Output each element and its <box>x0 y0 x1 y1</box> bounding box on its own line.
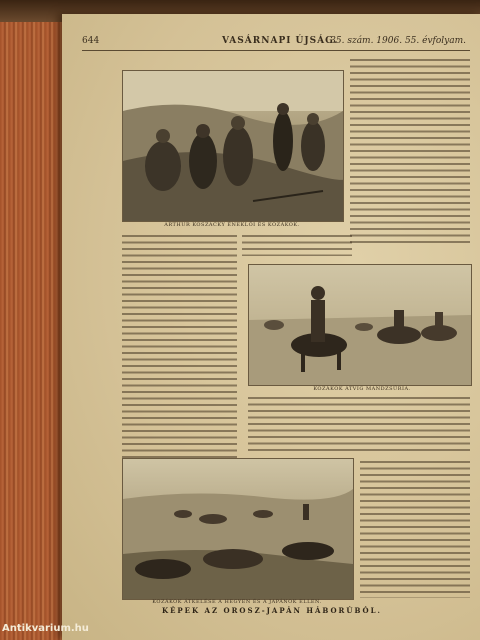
illustration-top-left-drawing <box>123 71 343 221</box>
book-spine-edge <box>0 0 70 640</box>
magazine-page <box>62 14 480 640</box>
illustration-top-left <box>122 70 344 222</box>
text-column-left-middle <box>122 232 237 480</box>
caption-top-left: ARTHUR KOSZACKY ÉNEKLŐI ÉS KOZÁKOK. <box>164 222 300 228</box>
illustration-middle-right <box>248 264 472 386</box>
watermark-logo: Antikvarium.hu <box>2 623 89 634</box>
page-caption: KÉPEK AZ OROSZ-JAPÁN HÁBORÚBÓL. <box>162 606 382 615</box>
text-column-right-middle <box>248 394 470 452</box>
header-rule <box>82 50 470 51</box>
page-number: 644 <box>82 36 100 46</box>
caption-middle-right: KOZÁKOK ÁTVIG MANDZSÚRIA. <box>313 386 411 392</box>
illustration-bottom <box>122 458 354 600</box>
illustration-middle-right-drawing <box>249 265 471 385</box>
text-column-right-top <box>350 56 470 246</box>
issue-date: 35. szám. 1906. 55. évfolyam. <box>330 36 466 46</box>
publication-title: VASÁRNAPI ÚJSÁG. <box>222 36 338 46</box>
text-strip-middle <box>242 232 352 256</box>
text-column-right-bottom <box>360 458 470 598</box>
illustration-bottom-drawing <box>123 459 353 599</box>
caption-bottom: KOZÁKOK ÁTKELÉSE A HEGYEN ÉS A JAPÁNOK ELLEN. <box>152 599 322 605</box>
page-header <box>82 36 472 50</box>
